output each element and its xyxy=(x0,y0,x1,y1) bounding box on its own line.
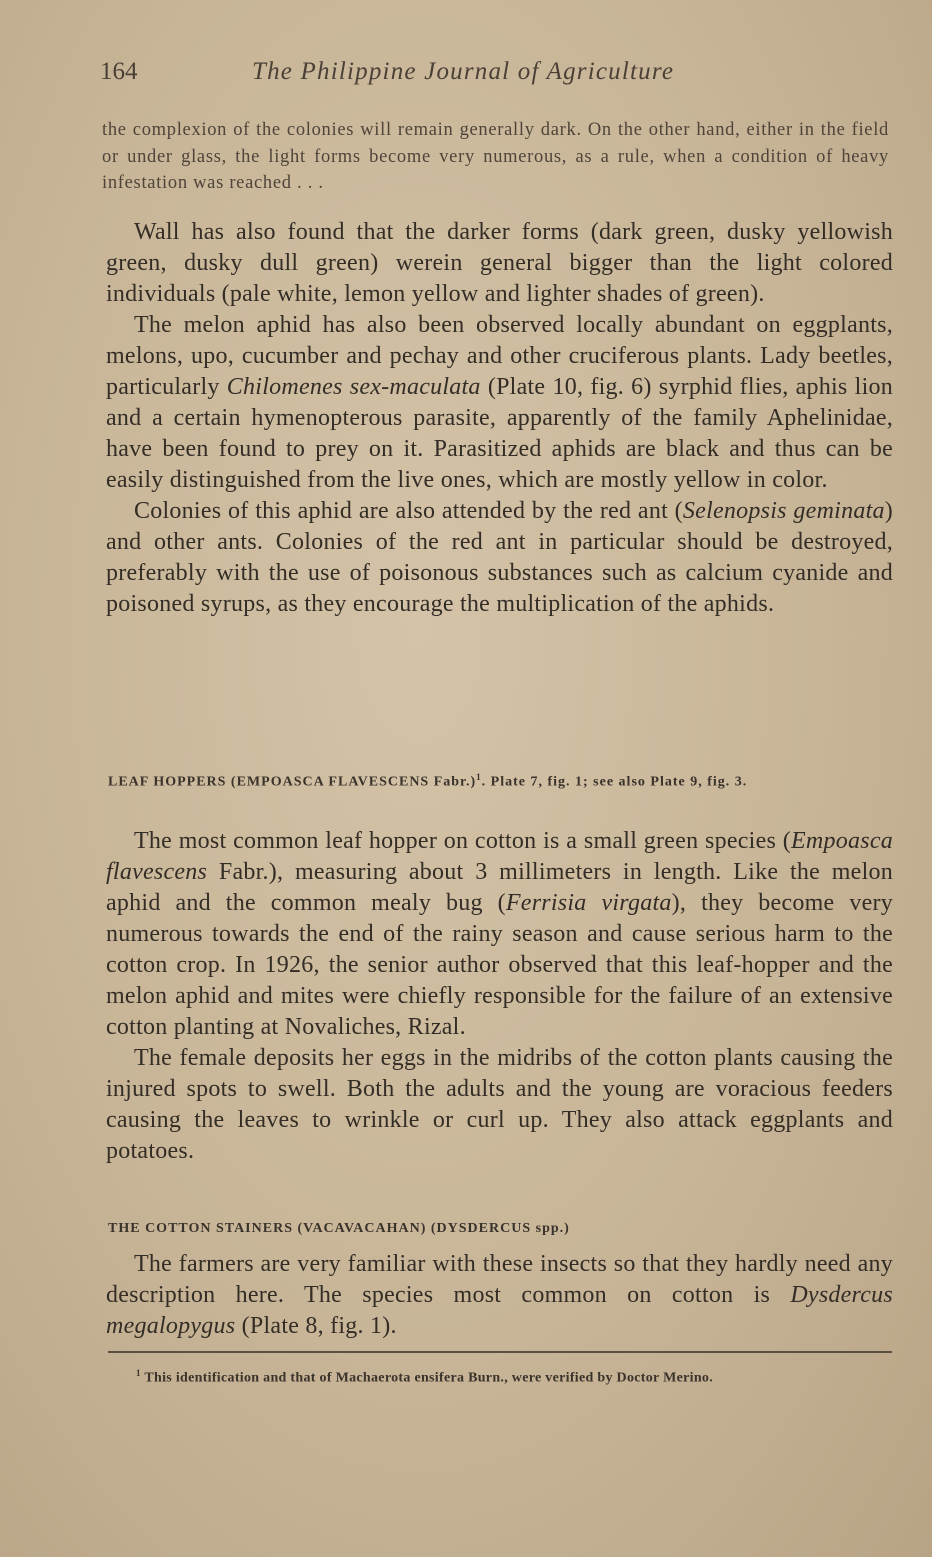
journal-title: The Philippine Journal of Agriculture xyxy=(252,58,675,85)
species-name: Ferrisia virgata xyxy=(505,890,672,916)
species-name: Empoasca flavescens xyxy=(106,828,893,885)
section-melon-aphid xyxy=(106,217,893,620)
section-heading-leaf-hoppers: LEAF HOPPERS (EMPOASCA FLAVESCENS Fabr.)$^1$. Plate 7, fig. 1; see also Plate 9, fig. 3. xyxy=(108,772,748,790)
footnote-marker: 1 xyxy=(136,1368,141,1378)
footnote: $^1$ This identification and that of Machaerota ensifera Burn., were verified by Doctor Merino. xyxy=(136,1368,714,1386)
species-name: Dysdercus megalopygus xyxy=(106,1282,893,1339)
page-number: 164 xyxy=(100,58,138,85)
paragraph: Colonies of this aphid are also attended by the red ant (Selenopsis geminata) and other ants. Colonies of the red ant in particular should be destroyed, preferably with the use of poisonous substances such as calcium cyanide and poisoned syrups, as they encourage the multiplication of the aphids. xyxy=(106,498,893,617)
species-name: Selenopsis geminata xyxy=(682,498,885,524)
section-leaf-hoppers xyxy=(106,826,893,1167)
paragraph: The farmers are very familiar with these insects so that they hardly need any description here. The species most common on cotton is Dysdercus megalopygus (Plate 8, fig. 1). xyxy=(106,1251,893,1339)
paragraph: Wall has also found that the darker forms (dark green, dusky yellowish green, dusky dull green) werein general bigger than the light colored individuals (pale white, lemon yellow and lighter shades of green). xyxy=(106,219,893,307)
block-quote: the complexion of the colonies will remain generally dark. On the other hand, either in the field or under glass, the light forms become very numerous, as a rule, when a condition of heavy infestation was reached . . . xyxy=(102,120,889,193)
species-name: Chilomenes sex-maculata xyxy=(226,374,481,400)
section-cotton-stainers xyxy=(106,1249,893,1342)
paragraph: The melon aphid has also been observed locally abundant on eggplants, melons, upo, cucumber and pechay and other cruciferous plants. Lady beetles, particularly Chilomenes sex-maculata (Plate 10, fig. 6) syrphid flies, aphis lion and a certain hymenopterous parasite, apparently of the family Aphelinidae, have been found to prey on it. Parasitized aphids are black and thus can be easily distinguished from the live ones, which are mostly yellow in color. xyxy=(106,312,893,493)
section-heading-cotton-stainers: THE COTTON STAINERS (VACAVACAHAN) (DYSDERCUS spp.) xyxy=(108,1221,570,1236)
running-header xyxy=(100,58,800,92)
footnote-marker: 1 xyxy=(476,772,482,782)
footnote-divider xyxy=(108,1351,892,1353)
paragraph: The female deposits her eggs in the midribs of the cotton plants causing the injured spots to swell. Both the adults and the young are voracious feeders causing the leaves to wrinkle or curl up. They also attack eggplants and potatoes. xyxy=(106,1045,893,1164)
paragraph: The most common leaf hopper on cotton is a small green species (Empoasca flavescens Fabr.), measuring about 3 millimeters in length. Like the melon aphid and the common mealy bug (Ferrisia virgata), they become very numerous towards the end of the rainy season and cause serious harm to the cotton crop. In 1926, the senior author observed that this leaf-hopper and the melon aphid and mites were chiefly responsible for the failure of an extensive cotton planting at Novaliches, Rizal. xyxy=(106,828,893,1040)
